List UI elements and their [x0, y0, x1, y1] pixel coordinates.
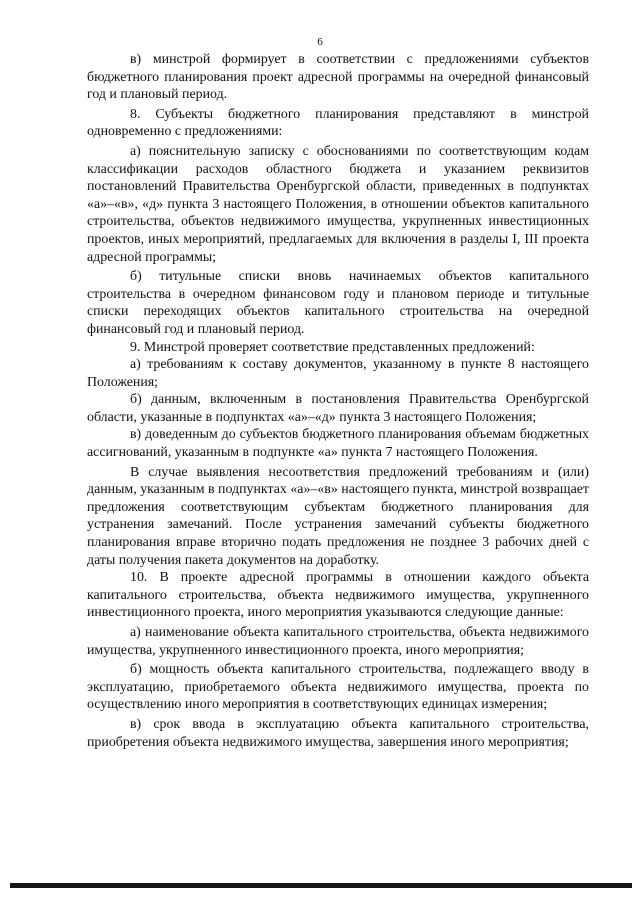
paragraph-9a: а) требованиям к составу документов, указанному в пункте 8 настоящего Положения; [87, 357, 589, 390]
paragraph-8: 8. Субъекты бюджетного планирования представляют в минстрой одновременно с предложениями: [87, 106, 589, 140]
paragraph-7v: в) минстрой формирует в соответствии с предложениями субъектов бюджетного планирования проект адресной программы на очередной финансовый год и плановый период. [87, 52, 589, 103]
paragraph-9v: в) доведенным до субъектов бюджетного планирования объемам бюджетных ассигнований, указанным в подпункте «а» пункта 7 настоящего Положения. [87, 427, 589, 461]
paragraph-10v: в) срок ввода в эксплуатацию объекта капитального строительства, приобретения объекта недвижимого имущества, завершения иного мероприятия; [87, 716, 589, 750]
paragraph-9-mismatch: В случае выявления несоответствия предложений требованиям и (или) данным, указанным в подпунктах «а»–«в» настоящего пункта, минстрой возвращает предложения соответствующим субъектам бюджетного планирования для устранения замечаний. После устранения замечаний субъекты бюджетного планирования вправе вторично подать предложения не позднее 3 рабочих дней с даты получения пакета документов на доработку. [87, 464, 589, 568]
paragraph-10a: а) наименование объекта капитального строительства, объекта недвижимого имущества, укрупненного инвестиционного проекта, иного мероприятия; [87, 625, 589, 658]
paragraph-8b: б) титульные списки вновь начинаемых объектов капитального строительства в очередном финансовом году и плановом периоде и титульные списки переходящих объектов капитального строительства на очередной финансовый год и плановый период. [87, 269, 589, 337]
document-body [87, 51, 589, 751]
paragraph-9b: б) данным, включенным в постановления Правительства Оренбургской области, указанные в подпунктах «а»–«д» пункта 3 настоящего Положения; [87, 392, 589, 425]
scan-bottom-border [10, 883, 632, 888]
paragraph-10: 10. В проекте адресной программы в отношении каждого объекта капитального строительства, объекта недвижимого имущества, укрупненного инвестиционного проекта, иного мероприятия указываются следующие данные: [87, 570, 589, 621]
paragraph-10b: б) мощность объекта капитального строительства, подлежащего вводу в эксплуатацию, приобретаемого объекта недвижимого имущества, проекта по осуществлению иного мероприятия в соответствующих единицах измерения; [87, 662, 589, 713]
paragraph-8a: а) пояснительную записку с обоснованиями по соответствующим кодам классификации расходов областного бюджета и указанием реквизитов постановлений Правительства Оренбургской области, приведенных в подпунктах «а»–«в», «д» пункта 3 настоящего Положения, в отношении объектов капитального строительства, объектов недвижимого имущества, укрупненных инвестиционных проектов, иных мероприятий, предлагаемых для включения в разделы I, III проекта адресной программы; [87, 143, 589, 265]
paragraph-9: 9. Минстрой проверяет соответствие представленных предложений: [130, 339, 535, 355]
page-number: 6 [317, 36, 323, 48]
